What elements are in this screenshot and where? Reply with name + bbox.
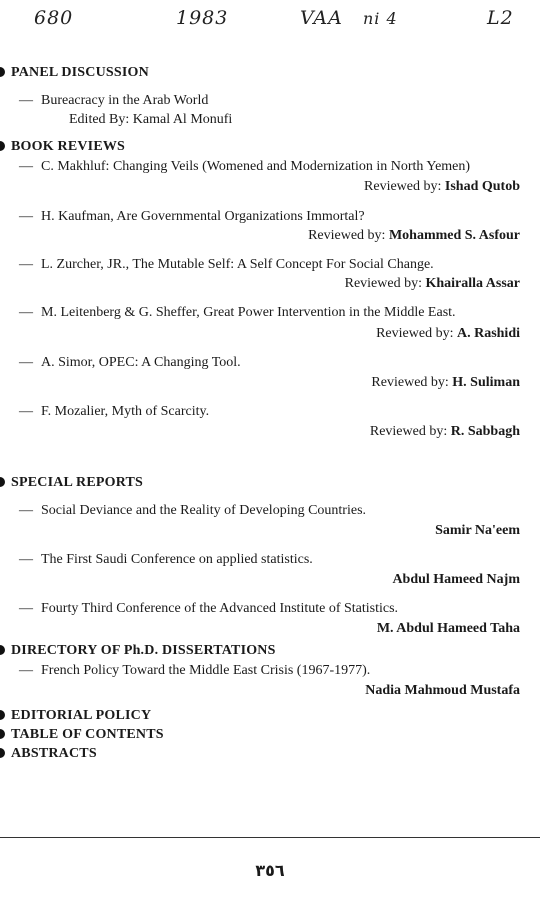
dash: — xyxy=(19,355,33,370)
list-item xyxy=(0,208,520,244)
list-item xyxy=(0,403,520,440)
bullet-icon xyxy=(0,748,5,758)
handwritten-note-1: 680 xyxy=(34,7,74,29)
dash: — xyxy=(19,159,33,174)
item-title: M. Leitenberg & G. Sheffer, Great Power Intervention in the Middle East. xyxy=(41,305,456,320)
handwritten-note-4: ni 4 xyxy=(363,9,398,28)
list-item xyxy=(0,600,520,637)
reviewer-line: Reviewed by: Khairalla Assar xyxy=(344,276,520,291)
abstracts-heading: ABSTRACTS xyxy=(0,745,520,764)
section-heading: BOOK REVIEWS xyxy=(0,138,520,155)
list-item xyxy=(0,92,520,109)
dash: — xyxy=(19,209,33,224)
item-title: C. Makhluf: Changing Veils (Womened and Modernization in North Yemen) xyxy=(41,159,471,174)
dash: — xyxy=(19,663,33,678)
item-title: L. Zurcher, JR., The Mutable Self: A Self Concept For Social Change. xyxy=(41,257,434,272)
reviewer-line: Reviewed by: A. Rashidi xyxy=(376,326,520,341)
item-title: The First Saudi Conference on applied statistics. xyxy=(41,552,313,567)
list-item xyxy=(0,551,520,588)
section-heading: PANEL DISCUSSION xyxy=(0,64,520,81)
bullet-icon xyxy=(0,477,5,487)
bullet-icon xyxy=(0,729,5,739)
editorial-policy-heading: EDITORIAL POLICY xyxy=(0,707,520,726)
list-item xyxy=(0,256,520,292)
author-name: Samir Na'eem xyxy=(435,523,520,538)
panel-discussion-section xyxy=(0,64,520,128)
item-title: Bureacracy in the Arab World xyxy=(41,93,209,108)
list-item xyxy=(0,158,520,195)
section-heading: SPECIAL REPORTS xyxy=(0,474,520,491)
dash: — xyxy=(19,503,33,518)
item-title: H. Kaufman, Are Governmental Organizations Immortal? xyxy=(41,209,365,224)
dissertations-section xyxy=(0,642,520,699)
item-title: Social Deviance and the Reality of Developing Countries. xyxy=(41,503,367,518)
dash: — xyxy=(19,257,33,272)
item-title: Fourty Third Conference of the Advanced Institute of Statistics. xyxy=(41,601,399,616)
dash: — xyxy=(19,93,33,108)
reviewer-line: Reviewed by: H. Suliman xyxy=(371,375,520,390)
handwritten-note-3: VAA xyxy=(300,7,343,29)
section-heading: DIRECTORY OF Ph.D. DISSERTATIONS xyxy=(0,642,520,659)
list-item xyxy=(0,354,520,391)
author-name: Abdul Hameed Najm xyxy=(392,572,520,587)
item-title: A. Simor, OPEC: A Changing Tool. xyxy=(41,355,241,370)
item-title: French Policy Toward the Middle East Crisis (1967-1977). xyxy=(41,663,371,678)
reviewer-name: A. Rashidi xyxy=(456,326,520,341)
page-number: ٣٥٦ xyxy=(255,861,285,880)
list-item xyxy=(0,502,520,539)
bullet-icon xyxy=(0,710,5,720)
dash: — xyxy=(19,601,33,616)
editor-line: Edited By: Kamal Al Monufi xyxy=(69,112,233,127)
reviewer-name: Khairalla Assar xyxy=(425,276,520,291)
reviewer-name: R. Sabbagh xyxy=(450,424,520,439)
book-reviews-section xyxy=(0,138,520,440)
reviewer-line: Reviewed by: Mohammed S. Asfour xyxy=(308,228,520,243)
author-name: Nadia Mahmoud Mustafa xyxy=(365,683,520,698)
handwritten-note-5: L2 xyxy=(487,7,514,29)
handwritten-note-2: 1983 xyxy=(176,7,229,29)
list-item xyxy=(0,304,520,342)
dash: — xyxy=(19,404,33,419)
dash: — xyxy=(19,305,33,320)
reviewer-line: Reviewed by: R. Sabbagh xyxy=(369,424,520,439)
reviewer-name: Mohammed S. Asfour xyxy=(388,228,520,243)
reviewer-name: H. Suliman xyxy=(452,375,520,390)
misc-sections xyxy=(0,707,520,764)
item-title: F. Mozalier, Myth of Scarcity. xyxy=(41,404,210,419)
special-reports-section xyxy=(0,474,520,637)
reviewer-name: Ishad Qutob xyxy=(444,179,520,194)
bullet-icon xyxy=(0,67,5,77)
reviewer-line: Reviewed by: Ishad Qutob xyxy=(364,179,520,194)
list-item xyxy=(0,662,520,699)
bullet-icon xyxy=(0,141,5,151)
author-name: M. Abdul Hameed Taha xyxy=(376,621,520,636)
bullet-icon xyxy=(0,645,5,655)
table-of-contents-heading: TABLE OF CONTENTS xyxy=(0,726,520,745)
footer-rule xyxy=(0,837,540,838)
dash: — xyxy=(19,552,33,567)
